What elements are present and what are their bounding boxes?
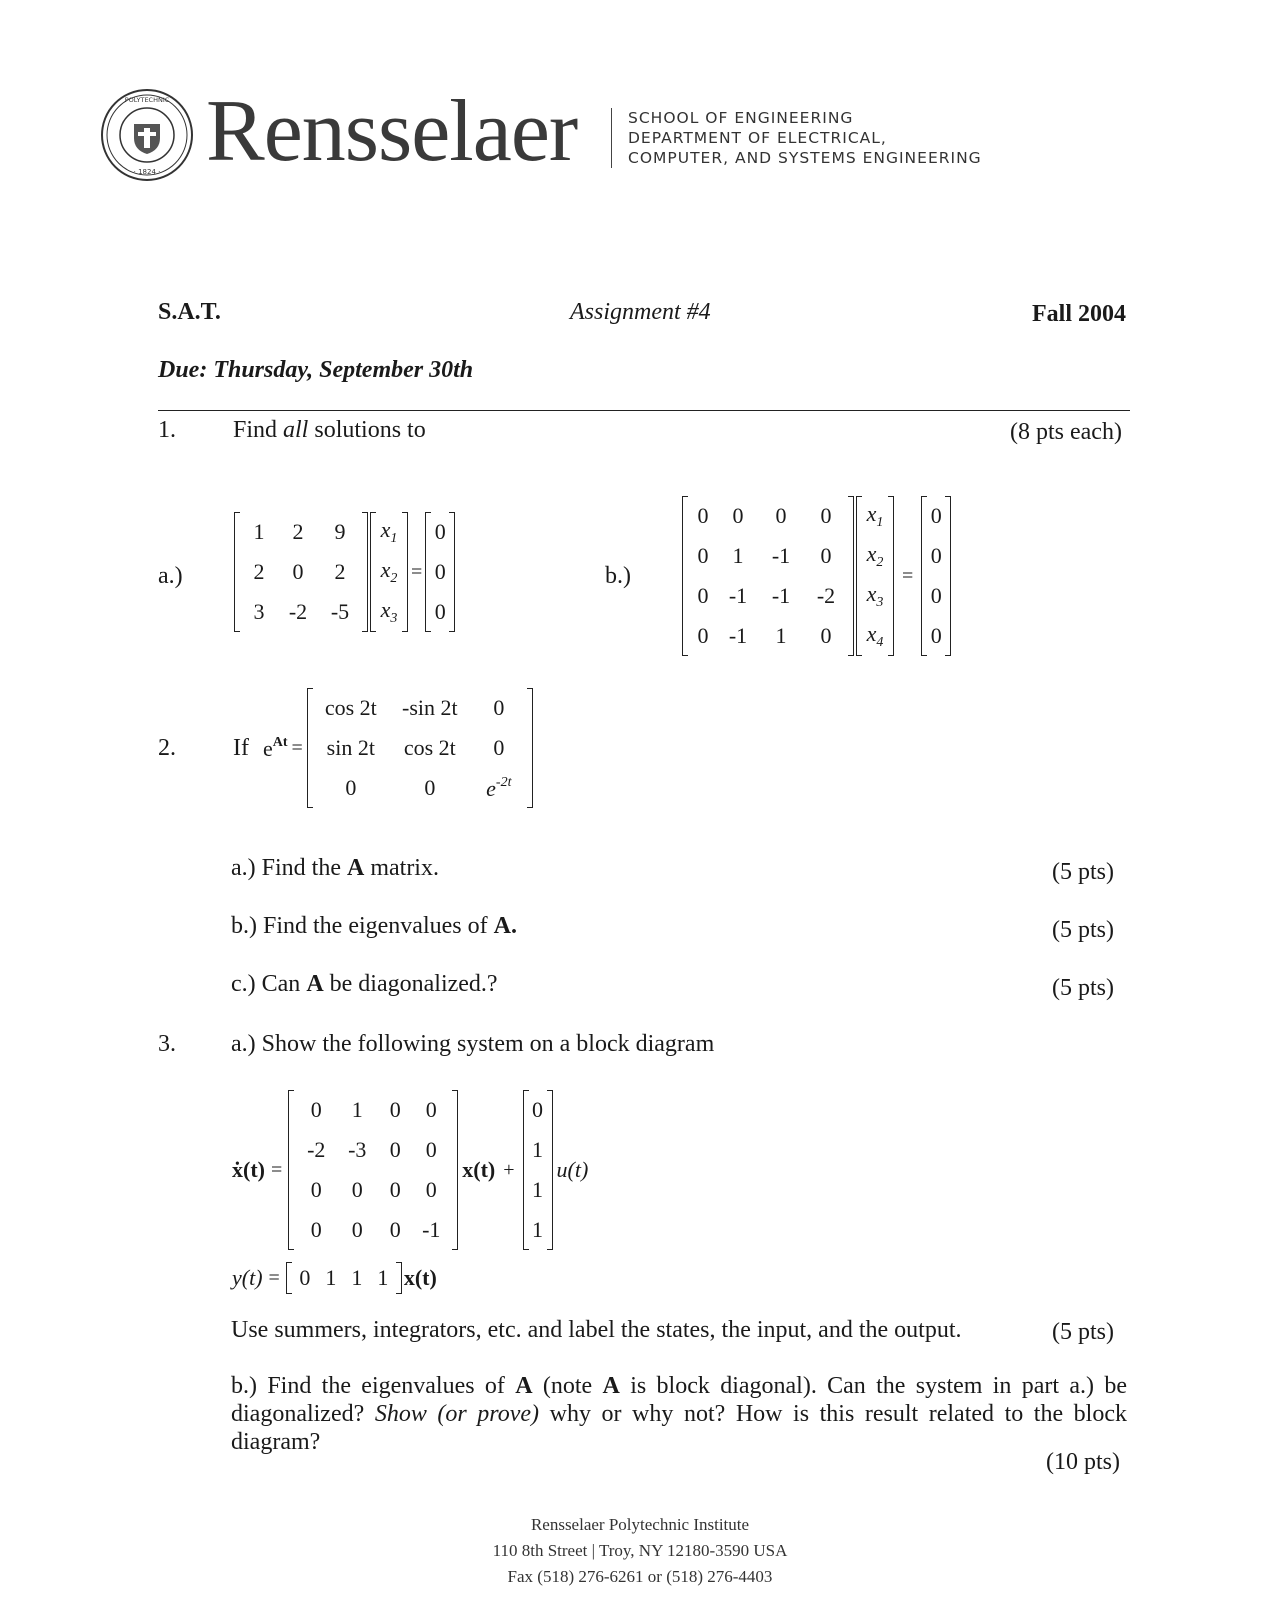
q1a-x2: $x_2$	[380, 557, 398, 586]
q3-a32: 0	[351, 1177, 363, 1202]
q2-m32: 0	[424, 775, 436, 800]
q2b-points: (5 pts)	[1052, 917, 1114, 943]
institute-seal-logo	[100, 88, 194, 182]
q1b-b13: 0	[775, 503, 787, 528]
q1a-label: a.)	[158, 563, 183, 589]
q1b-b33: -1	[771, 583, 791, 608]
q1b-rhs-4: 0	[930, 623, 942, 648]
q1a-a31: 3	[253, 599, 265, 624]
q2-m11: cos 2t	[324, 695, 377, 720]
footer-line-1: Rensselaer Polytechnic Institute	[530, 1515, 750, 1534]
due-date: Due: Thursday, September 30th	[158, 357, 474, 383]
q1b-rhs-3: 0	[930, 583, 942, 608]
q3-b3: 1	[532, 1177, 544, 1202]
q1a-a12: 2	[292, 519, 304, 544]
q2c-points: (5 pts)	[1052, 975, 1114, 1001]
q1b-x1: $x_1$	[866, 501, 884, 530]
q2-m31: 0	[345, 775, 357, 800]
q1a-equals-sign: =	[411, 560, 423, 583]
q1b-b31: 0	[697, 583, 709, 608]
q3-c3: 1	[351, 1265, 363, 1290]
q2-exp-matrix	[307, 688, 533, 808]
term: Fall 2004	[1032, 301, 1126, 327]
q1b-rhs-1: 0	[930, 503, 942, 528]
q2-m33: $e^{-2t}$	[486, 774, 512, 801]
q3-b-vector	[523, 1090, 553, 1250]
q2c-text: c.) Can A be diagonalized.?	[231, 971, 498, 997]
q1b-b23: -1	[771, 543, 791, 568]
q1a-a32: -2	[288, 599, 308, 624]
q3-number: 3.	[158, 1031, 176, 1057]
horizontal-rule	[158, 410, 1130, 411]
q3a-instruction: Use summers, integrators, etc. and label the states, the input, and the output.	[231, 1317, 962, 1343]
svg-text:POLYTECHNIC: POLYTECHNIC	[124, 96, 170, 104]
q3-a33: 0	[389, 1177, 401, 1202]
q3-b1: 0	[532, 1097, 544, 1122]
q3b-points: (10 pts)	[1046, 1449, 1120, 1475]
q3-a14: 0	[425, 1097, 437, 1122]
q3-a12: 1	[351, 1097, 363, 1122]
q1a-a21: 2	[253, 559, 265, 584]
q1a-a13: 9	[334, 519, 346, 544]
q2-number: 2.	[158, 735, 176, 761]
q1b-coefficient-matrix	[682, 496, 854, 656]
q2-m21: sin 2t	[326, 735, 375, 760]
q2a-points: (5 pts)	[1052, 859, 1114, 885]
q3-output-x-term: x(t)	[403, 1265, 437, 1290]
q1b-equals-sign: =	[902, 564, 914, 587]
footer-line-3: Fax (518) 276-6261 or (518) 276-4403	[507, 1567, 773, 1586]
q1a-rhs-1: 0	[434, 519, 446, 544]
brand-wordmark: Rensselaer	[206, 83, 578, 180]
footer-line-2: 110 8th Street | Troy, NY 12180-3590 USA	[492, 1541, 788, 1560]
q1a-rhs-vector	[425, 512, 455, 632]
q3-u-term: u(t)	[556, 1157, 589, 1182]
q1a-rhs-3: 0	[434, 599, 446, 624]
q1b-b24: 0	[820, 543, 832, 568]
q1b-rhs-vector	[921, 496, 951, 656]
q3-plus-sign: +	[503, 1158, 515, 1181]
q1a-a11: 1	[253, 519, 265, 544]
q1b-b21: 0	[697, 543, 709, 568]
q3-y-term: y(t)	[232, 1265, 263, 1290]
q2-m12: -sin 2t	[402, 695, 458, 720]
assignment-title: Assignment #4	[570, 299, 711, 325]
q2b-text: b.) Find the eigenvalues of A.	[231, 913, 517, 939]
q1b-label: b.)	[605, 563, 631, 589]
q3-xdot: ẋ(t)	[232, 1157, 265, 1182]
q3-a44: -1	[422, 1217, 441, 1242]
footer-address	[0, 1512, 1280, 1590]
q1a-a22: 0	[292, 559, 304, 584]
q1b-x4: $x_4$	[866, 621, 884, 650]
q1a-a33: -5	[330, 599, 350, 624]
q1b-variable-vector	[856, 496, 894, 656]
dept-line-2: DEPARTMENT OF ELECTRICAL,	[628, 129, 887, 147]
q1a-rhs-2: 0	[434, 559, 446, 584]
q3-a43: 0	[389, 1217, 401, 1242]
q2-equals-sign: =	[291, 736, 303, 759]
q3-x-term: x(t)	[462, 1157, 496, 1182]
q3-a22: -3	[348, 1137, 367, 1162]
q1-points: (8 pts each)	[1010, 419, 1122, 445]
q3-state-equation	[232, 1090, 588, 1250]
q3-a31: 0	[310, 1177, 322, 1202]
q3-c2: 1	[325, 1265, 337, 1290]
q3-a42: 0	[351, 1217, 363, 1242]
q2a-text: a.) Find the A matrix.	[231, 855, 439, 881]
q1a-equation	[234, 512, 455, 632]
q3b-text: b.) Find the eigenvalues of A (note A is block diagonal). Can the system in part a.) be diagonalized? Show (or prove) why or why not? How is this result related to the block diagram?	[231, 1373, 1128, 1455]
q3-a-matrix	[288, 1090, 458, 1250]
q1b-b42: -1	[728, 623, 748, 648]
q1b-b12: 0	[732, 503, 744, 528]
q3-output-equation	[232, 1262, 437, 1294]
q3-c-vector	[286, 1262, 402, 1294]
q3a-points: (5 pts)	[1052, 1319, 1114, 1345]
q3-a24: 0	[425, 1137, 437, 1162]
q3-a41: 0	[310, 1217, 322, 1242]
q1b-b43: 1	[775, 623, 787, 648]
department-name	[628, 108, 982, 168]
q3-c4: 1	[377, 1265, 389, 1290]
q3-a11: 0	[310, 1097, 322, 1122]
q2-m13: 0	[493, 695, 505, 720]
q2-lhs: $e^{At}$	[262, 734, 288, 761]
q1b-b32: -1	[728, 583, 748, 608]
q3-b4: 1	[532, 1217, 544, 1242]
q1b-rhs-2: 0	[930, 543, 942, 568]
q3-output-equals: =	[268, 1266, 280, 1289]
dept-line-3: COMPUTER, AND SYSTEMS ENGINEERING	[628, 149, 982, 167]
q1a-x1: $x_1$	[380, 517, 398, 546]
q1b-x3: $x_3$	[866, 581, 884, 610]
q1b-b41: 0	[697, 623, 709, 648]
q1a-x3: $x_3$	[380, 597, 398, 626]
q1a-coefficient-matrix	[234, 512, 368, 632]
q3-b2: 1	[532, 1137, 544, 1162]
q1a-variable-vector	[370, 512, 408, 632]
q3-a34: 0	[425, 1177, 437, 1202]
q3a-prompt: a.) Show the following system on a block diagram	[231, 1031, 715, 1057]
q2-m23: 0	[493, 735, 505, 760]
header-divider	[611, 108, 612, 168]
q1b-x2: $x_2$	[866, 541, 884, 570]
q2-equation	[233, 688, 533, 808]
svg-text:· 1824 ·: · 1824 ·	[133, 168, 161, 176]
q1b-b11: 0	[697, 503, 709, 528]
q2-if: If	[233, 735, 249, 761]
q1b-b34: -2	[816, 583, 836, 608]
q3-a13: 0	[389, 1097, 401, 1122]
q2-m22: cos 2t	[403, 735, 456, 760]
q1-prompt: Find all solutions to	[233, 417, 426, 443]
q3-a21: -2	[307, 1137, 326, 1162]
q3-c1: 0	[299, 1265, 311, 1290]
q1-number: 1.	[158, 417, 176, 443]
q3-equals-sign: =	[270, 1158, 283, 1181]
q1b-b14: 0	[820, 503, 832, 528]
course-name: S.A.T.	[158, 299, 221, 325]
q1b-b22: 1	[732, 543, 744, 568]
q3-a23: 0	[389, 1137, 401, 1162]
q1a-a23: 2	[334, 559, 346, 584]
q1b-equation	[682, 496, 951, 656]
q1b-b44: 0	[820, 623, 832, 648]
dept-line-1: SCHOOL OF ENGINEERING	[628, 109, 854, 127]
